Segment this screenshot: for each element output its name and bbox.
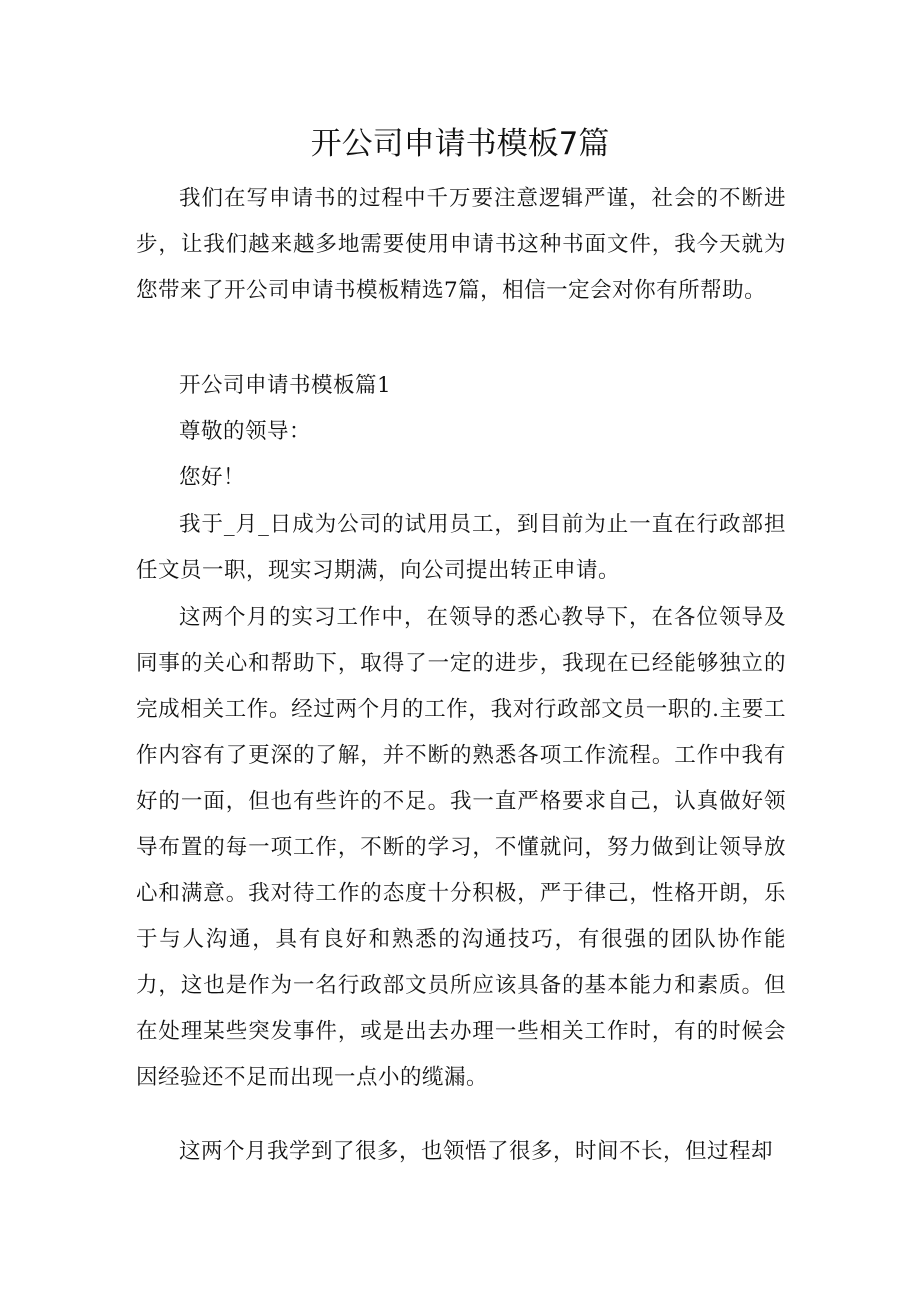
section-heading: 开公司申请书模板篇1	[179, 373, 392, 398]
body-paragraph: 我于_月_日成为公司的试用员工，到目前为止一直在行政部担任文员一职，现实习期满，向公司提出转正申请。	[136, 512, 786, 583]
body-paragraph: 这两个月的实习工作中，在领导的悉心教导下，在各位领导及同事的关心和帮助下，取得了一定的进步，我现在已经能够独立的完成相关工作。经过两个月的工作，我对行政部文员一职的.主要工作内容有了更深的了解，并不断的熟悉各项工作流程。工作中我有好的一面，但也有些许的不足。我一直严格要求自己，认真做好领导布置的每一项工作，不断的学习，不懂就问，努力做到让领导放心和满意。我对待工作的态度十分积极，严于律己，性格开朗，乐于与人沟通，具有良好和熟悉的沟通技巧，有很强的团队协作能力，这也是作为一名行政部文员所应该具备的基本能力和素质。但在处理某些突发事件，或是出去办理一些相关工作时，有的时候会因经验还不足而出现一点小的缆漏。	[136, 605, 786, 1090]
salutation: 尊敬的领导：	[179, 419, 312, 444]
greeting: 您好！	[179, 465, 246, 490]
intro-paragraph: 我们在写申请书的过程中千万要注意逻辑严谨，社会的不断进步，让我们越来越多地需要使用申请书这种书面文件，我今天就为您带来了开公司申请书模板精选7篇，相信一定会对你有所帮助。	[136, 186, 786, 303]
body-paragraph: 这两个月我学到了很多，也领悟了很多，时间不长，但过程却	[179, 1139, 774, 1164]
document-title: 开公司申请书模板7篇	[310, 126, 610, 162]
